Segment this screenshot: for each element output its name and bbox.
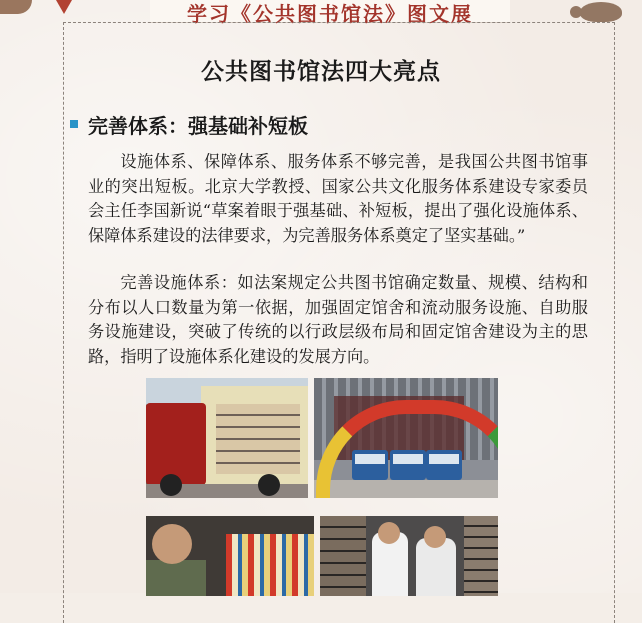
photo-mobile-library-truck [146,378,308,498]
banner-title: 学习《公共图书馆法》图文展 [187,2,473,26]
section-heading [70,112,308,136]
section-title: 完善体系：强基础补短板 [88,113,308,138]
paragraph-1: 设施体系、保障体系、服务体系不够完善，是我国公共图书馆事业的突出短板。北京大学教授、国家公共文化服务体系建设专家委员会主任李国新说“草案着眼于强基础、补短板，提出了强化设施体系、保障体系建设的法律要求，为完善服务体系奠定了坚实基础。” [88,152,588,245]
photo-staff-in-library-bus [320,516,498,596]
paragraph-2: 完善设施体系：如法案规定公共图书馆确定数量、规模、结构和分布以人口数量为第一依据，加强固定馆舍和流动服务设施、自助服务设施建设，突破了传统的以行政层级布局和固定馆舍建设为主的思路，指明了设施体系化建设的发展方向。 [88,273,588,366]
pennant-icon [56,0,72,14]
photo-library-buses-arch [314,378,498,498]
square-bullet-icon [70,120,78,128]
corner-decoration-right [580,2,622,22]
page-title: 公共图书馆法四大亮点 [201,59,441,85]
photo-reader-bookshelf [146,516,314,596]
top-banner [150,0,510,26]
